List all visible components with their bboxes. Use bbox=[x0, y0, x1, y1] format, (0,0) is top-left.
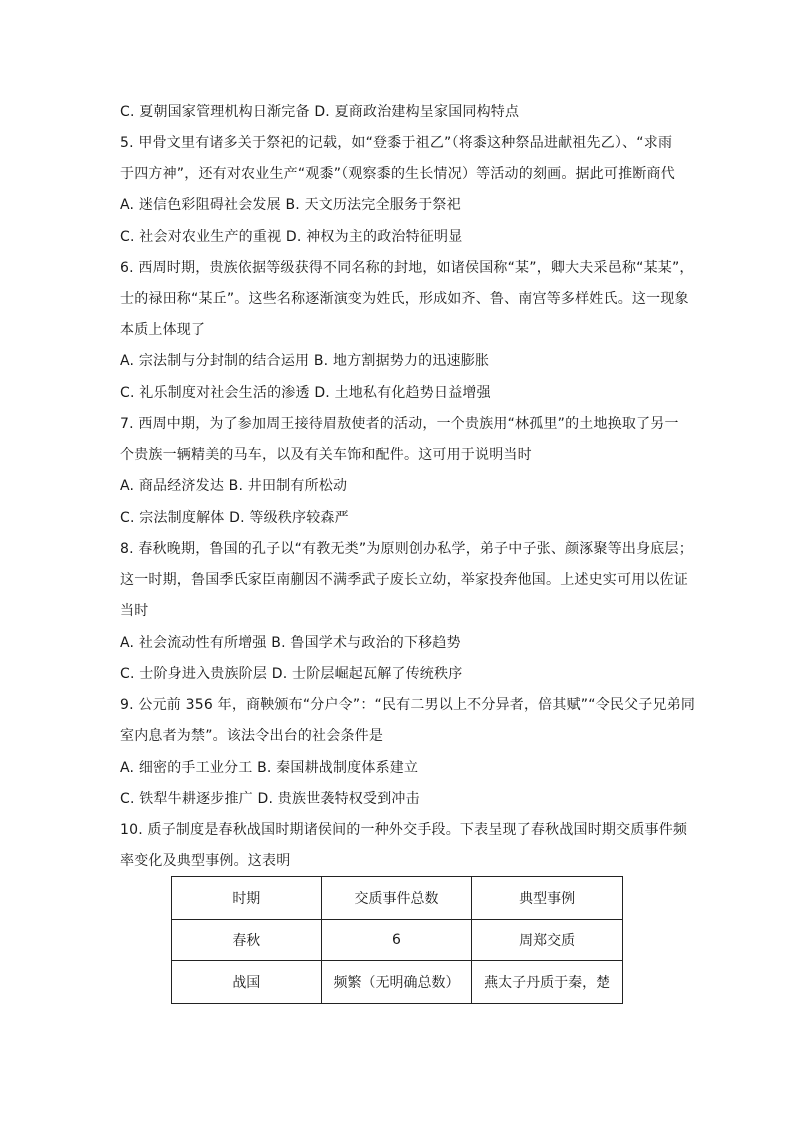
q6-stem-line-3: 本质上体现了 bbox=[120, 322, 206, 338]
q6-option-cd: C. 礼乐制度对社会生活的渗透 D. 土地私有化趋势日益增强 bbox=[120, 385, 491, 401]
q4-option-cd: C. 夏朝国家管理机构日渐完备 D. 夏商政治建构呈家国同构特点 bbox=[120, 104, 520, 120]
q8-option-ab: A. 社会流动性有所增强 B. 鲁国学术与政治的下移趋势 bbox=[120, 635, 461, 651]
q9-stem-line-1: 9. 公元前 356 年，商鞅颁布“分户令”：“民有二男以上不分异者，倍其赋”“令民父子兄弟同 bbox=[120, 697, 696, 713]
q9-option-cd: C. 铁犁牛耕逐步推广 D. 贵族世袭特权受到冲击 bbox=[120, 791, 420, 807]
table-cell: 6 bbox=[321, 920, 472, 961]
q9-stem-line-2: 室内息者为禁”。该法令出台的社会条件是 bbox=[120, 728, 384, 744]
q8-stem-line-3: 当时 bbox=[120, 603, 149, 619]
table-row bbox=[172, 961, 623, 1004]
q5-option-ab: A. 迷信色彩阻碍社会发展 B. 天文历法完全服务于祭祀 bbox=[120, 197, 461, 213]
table-row bbox=[172, 920, 623, 961]
q7-stem-line-1: 7. 西周中期，为了参加周王接待眉敖使者的活动，一个贵族用“林孤里”的土地换取了另一 bbox=[120, 416, 679, 432]
q8-option-cd: C. 士阶身进入贵族阶层 D. 士阶层崛起瓦解了传统秩序 bbox=[120, 666, 463, 682]
q7-option-cd: C. 宗法制度解体 D. 等级秩序较森严 bbox=[120, 510, 349, 526]
table-header-cell: 时期 bbox=[172, 877, 322, 920]
q6-stem-line-2: 士的禄田称“某丘”。这些名称逐渐演变为姓氏，形成如齐、鲁、南宫等多样姓氏。这一现象 bbox=[120, 291, 689, 307]
q8-stem-line-2: 这一时期，鲁国季氏家臣南蒯因不满季武子废长立幼，举家投奔他国。上述史实可用以佐证 bbox=[120, 572, 688, 588]
q7-option-ab: A. 商品经济发达 B. 井田制有所松动 bbox=[120, 478, 348, 494]
q10-table bbox=[171, 876, 623, 1004]
q6-option-ab: A. 宗法制与分封制的结合运用 B. 地方割据势力的迅速膨胀 bbox=[120, 353, 490, 369]
table-cell: 战国 bbox=[172, 961, 322, 1004]
q6-stem-line-1: 6. 西周时期，贵族依据等级获得不同名称的封地，如诸侯国称“某”，卿大夫采邑称“某某”， bbox=[120, 260, 694, 276]
q5-stem-line-1: 5. 甲骨文里有诸多关于祭祀的记载，如“登黍于祖乙”（将黍这种祭品进献祖先乙）、“求雨 bbox=[120, 135, 673, 151]
q5-option-cd: C. 社会对农业生产的重视 D. 神权为主的政治特征明显 bbox=[120, 229, 463, 245]
table-header-cell: 典型事例 bbox=[472, 877, 623, 920]
q10-stem-line-2: 率变化及典型事例。这表明 bbox=[120, 853, 291, 869]
table-cell: 春秋 bbox=[172, 920, 322, 961]
q7-stem-line-2: 个贵族一辆精美的马车，以及有关车饰和配件。这可用于说明当时 bbox=[120, 447, 532, 463]
table-header-row bbox=[172, 877, 623, 920]
table-cell: 频繁（无明确总数） bbox=[321, 961, 472, 1004]
table-cell: 周郑交质 bbox=[472, 920, 623, 961]
q5-stem-line-2: 于四方神”，还有对农业生产“观黍”（观察黍的生长情况）等活动的刻画。据此可推断商代 bbox=[120, 166, 675, 182]
table-cell: 燕太子丹质于秦，楚 bbox=[472, 961, 623, 1004]
q9-option-ab: A. 细密的手工业分工 B. 秦国耕战制度体系建立 bbox=[120, 760, 419, 776]
q8-stem-line-1: 8. 春秋晚期，鲁国的孔子以“有教无类”为原则创办私学，弟子中子张、颜涿聚等出身底层； bbox=[120, 541, 693, 557]
table-header-cell: 交质事件总数 bbox=[321, 877, 472, 920]
q10-stem-line-1: 10. 质子制度是春秋战国时期诸侯间的一种外交手段。下表呈现了春秋战国时期交质事件频 bbox=[120, 822, 688, 838]
